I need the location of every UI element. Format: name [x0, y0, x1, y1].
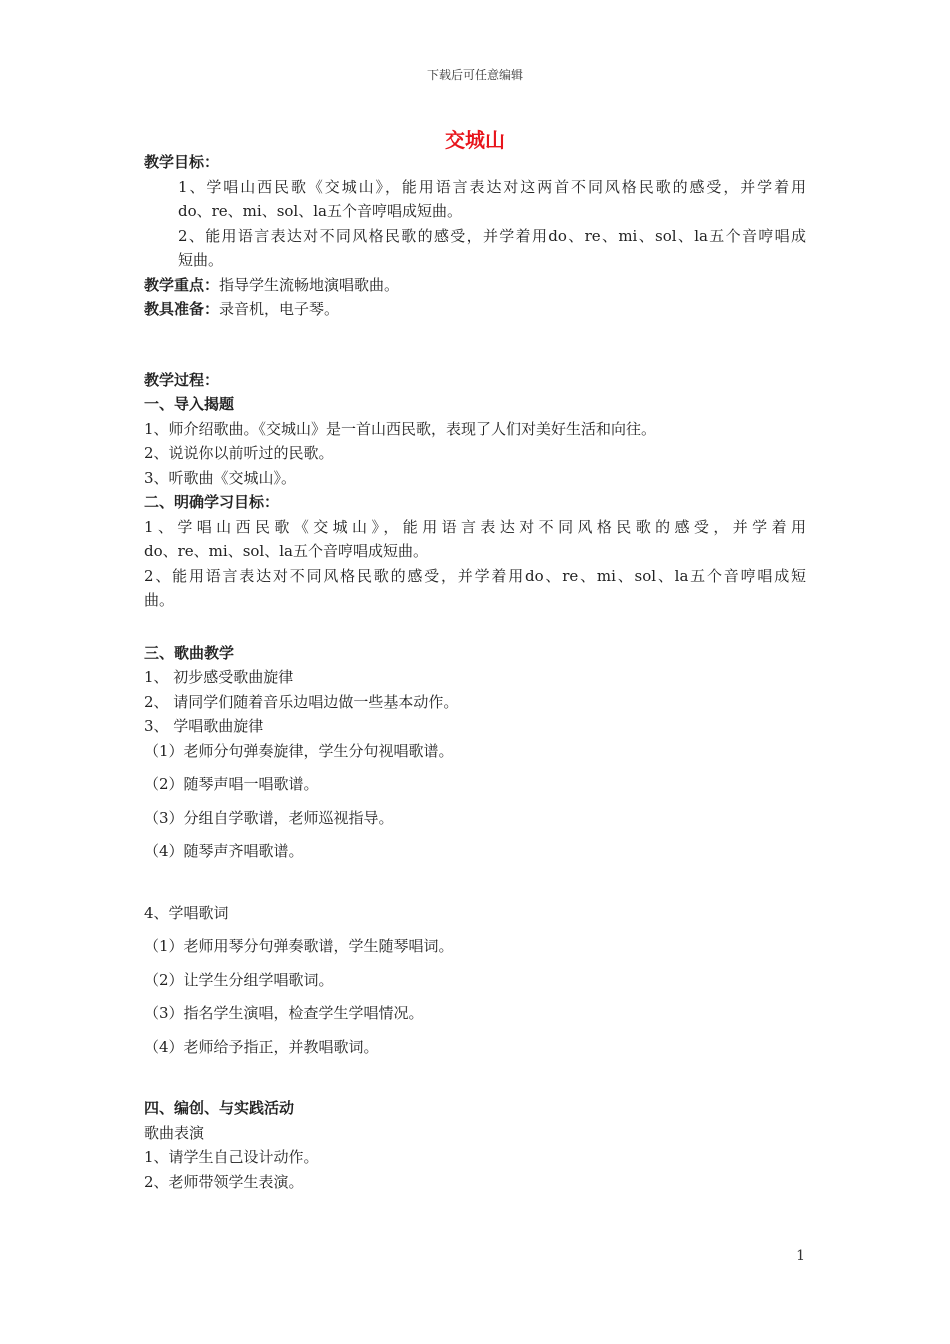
document-title: 交城山 — [445, 128, 505, 152]
lyrics-step: （2）让学生分组学唱歌词。 — [144, 970, 334, 989]
goal-item-1: 1、学唱山西民歌《交城山》，能用语言表达对这两首不同风格民歌的感受，并学着用 do、re、mi、sol、la五个音哼唱成短曲。 — [178, 177, 806, 220]
section-4-item: 1、请学生自己设计动作。 — [144, 1148, 319, 1166]
lyrics-step: （4）老师给予指正，并教唱歌词。 — [144, 1037, 379, 1056]
section-3-heading: 三、歌曲教学 — [144, 643, 235, 662]
melody-step: （1）老师分句弹奏旋律，学生分句视唱歌谱。 — [144, 741, 454, 760]
goals-label: 教学目标： — [144, 153, 220, 171]
process-label: 教学过程： — [144, 370, 220, 389]
document-body — [144, 150, 806, 1194]
section-2-item-2-line-1: 2、能用语言表达对不同风格民歌的感受，并学着用do、re、mi、sol、la五个音哼唱成短 — [144, 566, 806, 585]
section-3-item: 1、 初步感受歌曲旋律 — [144, 668, 294, 686]
section-2-item-2-line-2: 曲。 — [144, 591, 175, 609]
section-1-item: 3、听歌曲《交城山》。 — [144, 468, 297, 487]
section-2-item-1-line-2: do、re、mi、sol、la五个音哼唱成短曲。 — [144, 542, 428, 560]
section-3-item: 3、 学唱歌曲旋律 — [144, 717, 264, 735]
melody-step: （2）随琴声唱一唱歌谱。 — [144, 775, 319, 793]
section-2-heading: 二、明确学习目标： — [144, 493, 280, 511]
melody-step: （4）随琴声齐唱歌谱。 — [144, 842, 304, 860]
lyrics-step: （1）老师用琴分句弹奏歌谱，学生随琴唱词。 — [144, 937, 454, 955]
section-1-item: 2、说说你以前听过的民歌。 — [144, 444, 334, 462]
lyrics-heading: 4、学唱歌词 — [144, 903, 229, 922]
lyrics-step: （3）指名学生演唱，检查学生学唱情况。 — [144, 1004, 424, 1022]
melody-step: （3）分组自学歌谱，老师巡视指导。 — [144, 808, 394, 827]
tools-label: 教具准备： — [144, 300, 220, 318]
header-note: 下载后可任意编辑 — [426, 68, 523, 82]
page-number: 1 — [796, 1248, 805, 1264]
focus-text: 指导学生流畅地演唱歌曲。 — [219, 275, 400, 294]
section-4-sub: 歌曲表演 — [144, 1123, 205, 1142]
section-4-item: 2、老师带领学生表演。 — [144, 1172, 304, 1191]
section-1-heading: 一、导入揭题 — [144, 395, 235, 413]
goal-item-2: 2、能用语言表达对不同风格民歌的感受，并学着用do、re、mi、sol、la五个音哼唱成 短曲。 — [178, 226, 806, 269]
section-1-item: 1、师介绍歌曲。《交城山》是一首山西民歌，表现了人们对美好生活和向往。 — [144, 419, 657, 438]
tools-line — [144, 297, 806, 322]
focus-label: 教学重点： — [144, 275, 220, 294]
section-4-heading: 四、编创、与实践活动 — [144, 1099, 295, 1117]
section-3-item: 2、 请同学们随着音乐边唱边做一些基本动作。 — [144, 692, 459, 711]
focus-line — [144, 273, 806, 298]
section-2-item-1-line-1: 1、学唱山西民歌《交城山》，能用语言表达对不同风格民歌的感受，并学着用 — [144, 517, 806, 536]
tools-text: 录音机，电子琴。 — [219, 300, 340, 318]
